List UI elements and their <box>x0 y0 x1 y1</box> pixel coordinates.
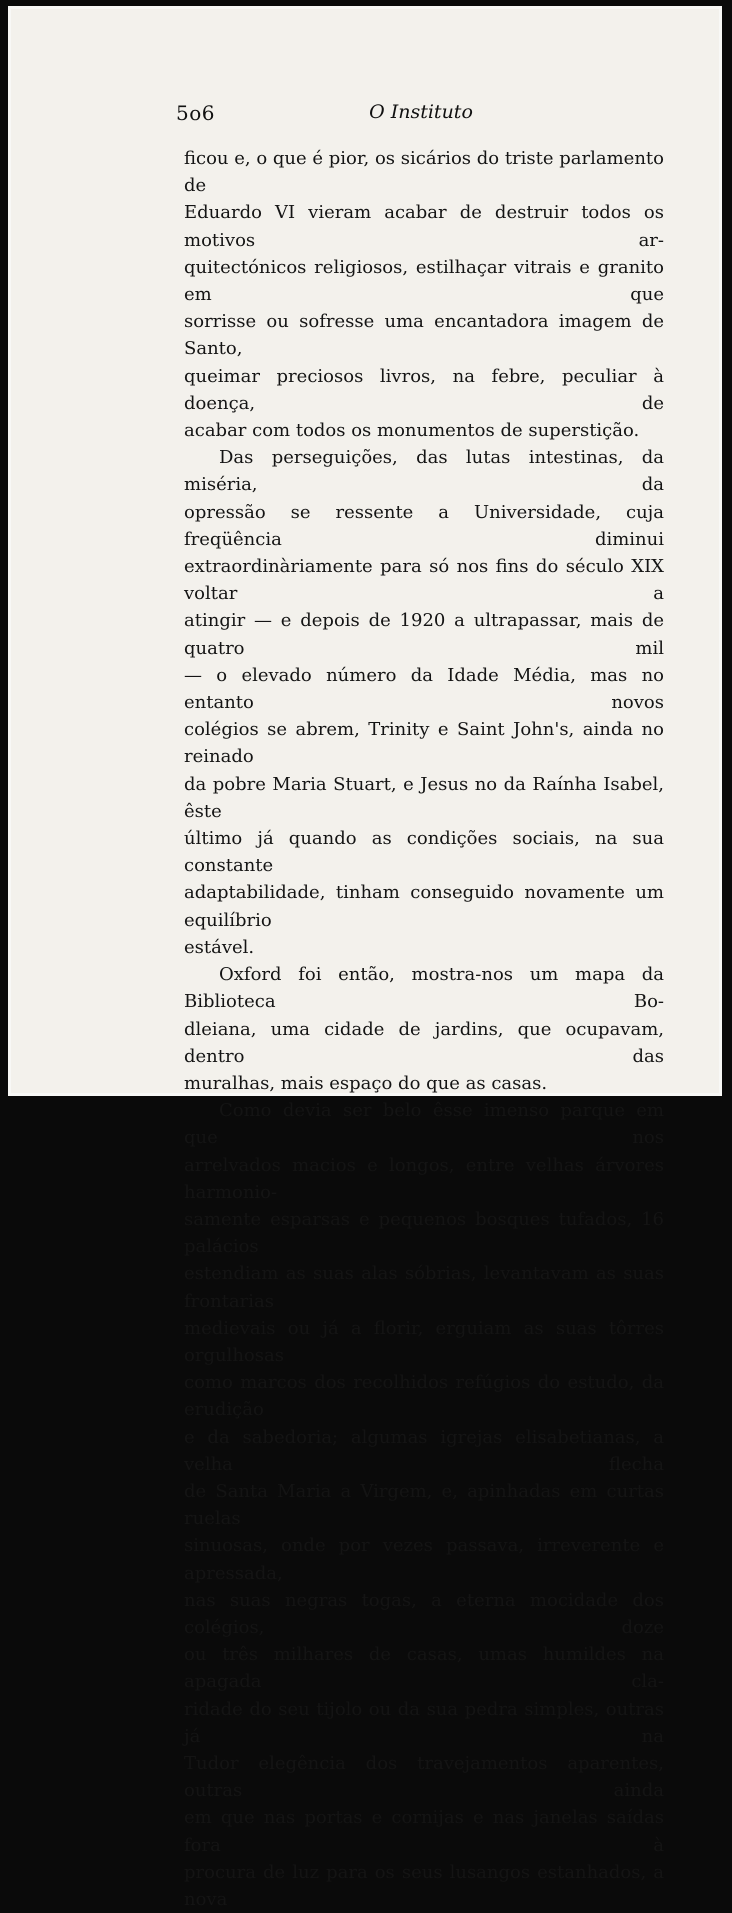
text-line: samente esparsas e pequenos bosques tufados, 16 palácios <box>184 1208 664 1258</box>
text-line: atingir — e depois de 1920 a ultrapassar, mais de quatro mil <box>184 610 664 659</box>
text-line: Oxford foi então, mostra-nos um mapa da Biblioteca Bo- <box>184 964 664 1013</box>
text-line: — o elevado número da Idade Média, mas no entanto novos <box>184 664 664 714</box>
text-line: ridade do seu tijolo ou da sua pedra simples, outras já na <box>184 1698 664 1747</box>
text-line: Tudor elegência dos travejamentos aparentes, outras ainda <box>184 1752 664 1802</box>
text-line: procura de luz para os seus lusangos estanhados, a nova <box>184 1861 664 1910</box>
text-line: colégios se abrem, Trinity e Saint John's, ainda no reinado <box>184 719 664 768</box>
text-line: queimar preciosos livros, na febre, peculiar à doença, de <box>184 365 664 414</box>
body-text <box>184 145 664 1913</box>
text-line: como marcos dos recolhidos refúgios do estudo, da erudição <box>184 1372 664 1421</box>
text-line: Eduardo VI vieram acabar de destruir todos os motivos ar- <box>184 202 664 251</box>
text-line: medievais ou já a florir, erguiam as suas tôrres orgulhosas <box>184 1317 664 1366</box>
text-line: adaptabilidade, tinham conseguido novamente um equilíbrio <box>184 882 664 931</box>
text-line: estável. <box>184 936 255 958</box>
page-number: 5o6 <box>176 101 215 125</box>
text-line: arrelvados macios e longos, entre velhas árvores harmonio- <box>184 1154 664 1203</box>
text-line: de Santa Maria a Virgem, e, apinhadas em curtas ruelas <box>184 1480 664 1530</box>
text-line: da pobre Maria Stuart, e Jesus no da Raínha Isabel, êste <box>184 773 664 822</box>
text-line: muralhas, mais espaço do que as casas. <box>184 1072 548 1094</box>
text-line: em que nas portas e cornijas e nas janelas saídas fora à <box>184 1807 664 1856</box>
running-title: O Instituto <box>369 101 473 123</box>
text-line: extraordinàriamente para só nos fins do século XIX voltar a <box>184 556 664 605</box>
text-line: dleiana, uma cidade de jardins, que ocupavam, dentro das <box>184 1018 664 1067</box>
page-header <box>176 101 666 131</box>
text-line: ou três milhares de casas, umas humildes na apagada cla- <box>184 1644 664 1693</box>
text-line: último já quando as condições sociais, na sua constante <box>184 828 664 877</box>
text-line: nas suas negras togas, a eterna mocidade dos colégios, doze <box>184 1589 664 1638</box>
text-line: Das perseguições, das lutas intestinas, da miséria, da <box>184 447 664 496</box>
text-line: e da sabedoria; algumas igrejas elisabetianas, a velha flecha <box>184 1426 664 1475</box>
text-line: acabar com todos os monumentos de superstição. <box>184 420 640 442</box>
text-line: Como devia ser belo êsse imenso parque em que nos <box>184 1100 664 1149</box>
book-page <box>8 6 722 1910</box>
text-line: sorrisse ou sofresse uma encantadora imagem de Santo, <box>184 311 664 360</box>
text-line: sinuosas, onde por vezes passava, irreverente e apressada, <box>184 1535 664 1584</box>
text-line: estendiam as suas alas sóbrias, levantavam as suas frontarias <box>184 1263 664 1312</box>
text-line: ficou e, o que é pior, os sicários do triste parlamento de <box>184 148 664 197</box>
text-line: opressão se ressente a Universidade, cuja freqüência diminui <box>184 501 664 550</box>
text-line: quitectónicos religiosos, estilhaçar vitrais e granito em que <box>184 256 664 306</box>
